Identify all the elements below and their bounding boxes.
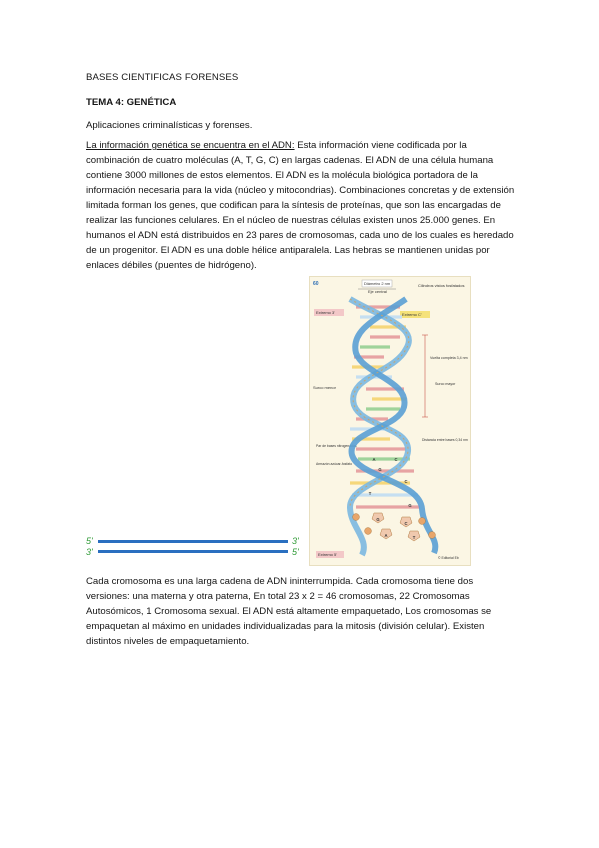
label-surco-mayor: Surco mayor <box>435 382 456 386</box>
strand-top-left-label: 5' <box>86 536 93 546</box>
label-diameter: Diámetro 2 nm <box>364 281 391 286</box>
base-label: G <box>376 517 380 522</box>
base-label: A <box>384 533 388 538</box>
base-label: C <box>404 479 408 484</box>
base-label: T <box>368 491 372 496</box>
label-extremo-c: Extremo C' <box>402 312 422 317</box>
strand-bottom-right-label: 5' <box>292 547 299 557</box>
figure-watermark: © Editorial Eb <box>438 556 459 560</box>
antiparallel-strands-diagram <box>86 537 304 559</box>
paragraph-genetic-info <box>86 138 518 273</box>
paragraph-body: Esta información viene codificada por la combinación de cuatro moléculas (A, T, G, C) en largas cadenas. El ADN de una célula humana contiene 3000 millones de estos elementos. El ADN es la molécula biológica portadora de la información necesaria para la vida (núcleo y mitocondrias). Combinaciones concretas y de extensión limitada forman los genes, que codifican para la síntesis de proteínas, que son las encargadas de realizar las funciones celulares. En el núcleo de nuestras células existen unos 25.000 genes. En humanos el ADN está distribuidos en 23 pares de cromosomas, cada uno de los cuales es heredado de un progenitor. El ADN es una doble hélice antiparalela. Las hebras se mantienen unidas por enlaces débiles (puentes de hidrógeno). <box>86 140 515 271</box>
dna-double-helix-figure <box>309 276 471 566</box>
strand-bottom-left-label: 3' <box>86 547 93 557</box>
paragraph-chromosomes: Cada cromosoma es una larga cadena de ADN ininterrumpida. Cada cromosoma tiene dos versiones: una materna y otra paterna, En total 23 x 2 = 46 cromosomas, 22 Cromosomas Autosómicos, 1 Cromosoma sexual. El ADN está altamente empaquetado, Los cromosomas se empaquetan al máximo en unidades individualizadas para la mitosis (división celular). Existen distintos niveles de empaquetamiento. <box>86 576 492 647</box>
strand-top-right-label: 3' <box>292 536 299 546</box>
dna-helix-illustration <box>310 277 470 565</box>
strand-top <box>98 540 288 543</box>
label-cilindro: Cilindros vistos fosfatados <box>418 283 465 288</box>
base-label: G <box>408 503 412 508</box>
label-surco-menor: Surco menor <box>313 385 336 390</box>
base-label: T <box>412 535 416 540</box>
course-title: BASES CIENTIFICAS FORENSES <box>86 72 239 83</box>
label-extremo-5: Extremo 5' <box>318 552 337 557</box>
strand-bottom <box>98 550 288 553</box>
base-label: C <box>404 521 408 526</box>
label-armazon: Armazón azúcar-fosfato <box>316 462 352 466</box>
label-distancia: Distancia entre bases 0,34 nm <box>422 438 468 442</box>
label-pares: Par de bases nitrogenadas <box>316 444 357 448</box>
figure-number: 60 <box>313 281 319 287</box>
base-label: C <box>394 457 398 462</box>
label-vuelta: Vuelta completa 3,4 nm <box>430 356 468 360</box>
base-label: G <box>378 467 382 472</box>
label-eje: Eje central <box>368 289 387 294</box>
paragraph-lead: La información genética se encuentra en el ADN: <box>86 140 295 151</box>
theme-heading: TEMA 4: GENÉTICA <box>86 97 177 108</box>
base-label: A <box>372 457 376 462</box>
label-extremo-3: Extremo 3' <box>316 310 335 315</box>
subtitle: Aplicaciones criminalísticas y forenses. <box>86 120 253 131</box>
